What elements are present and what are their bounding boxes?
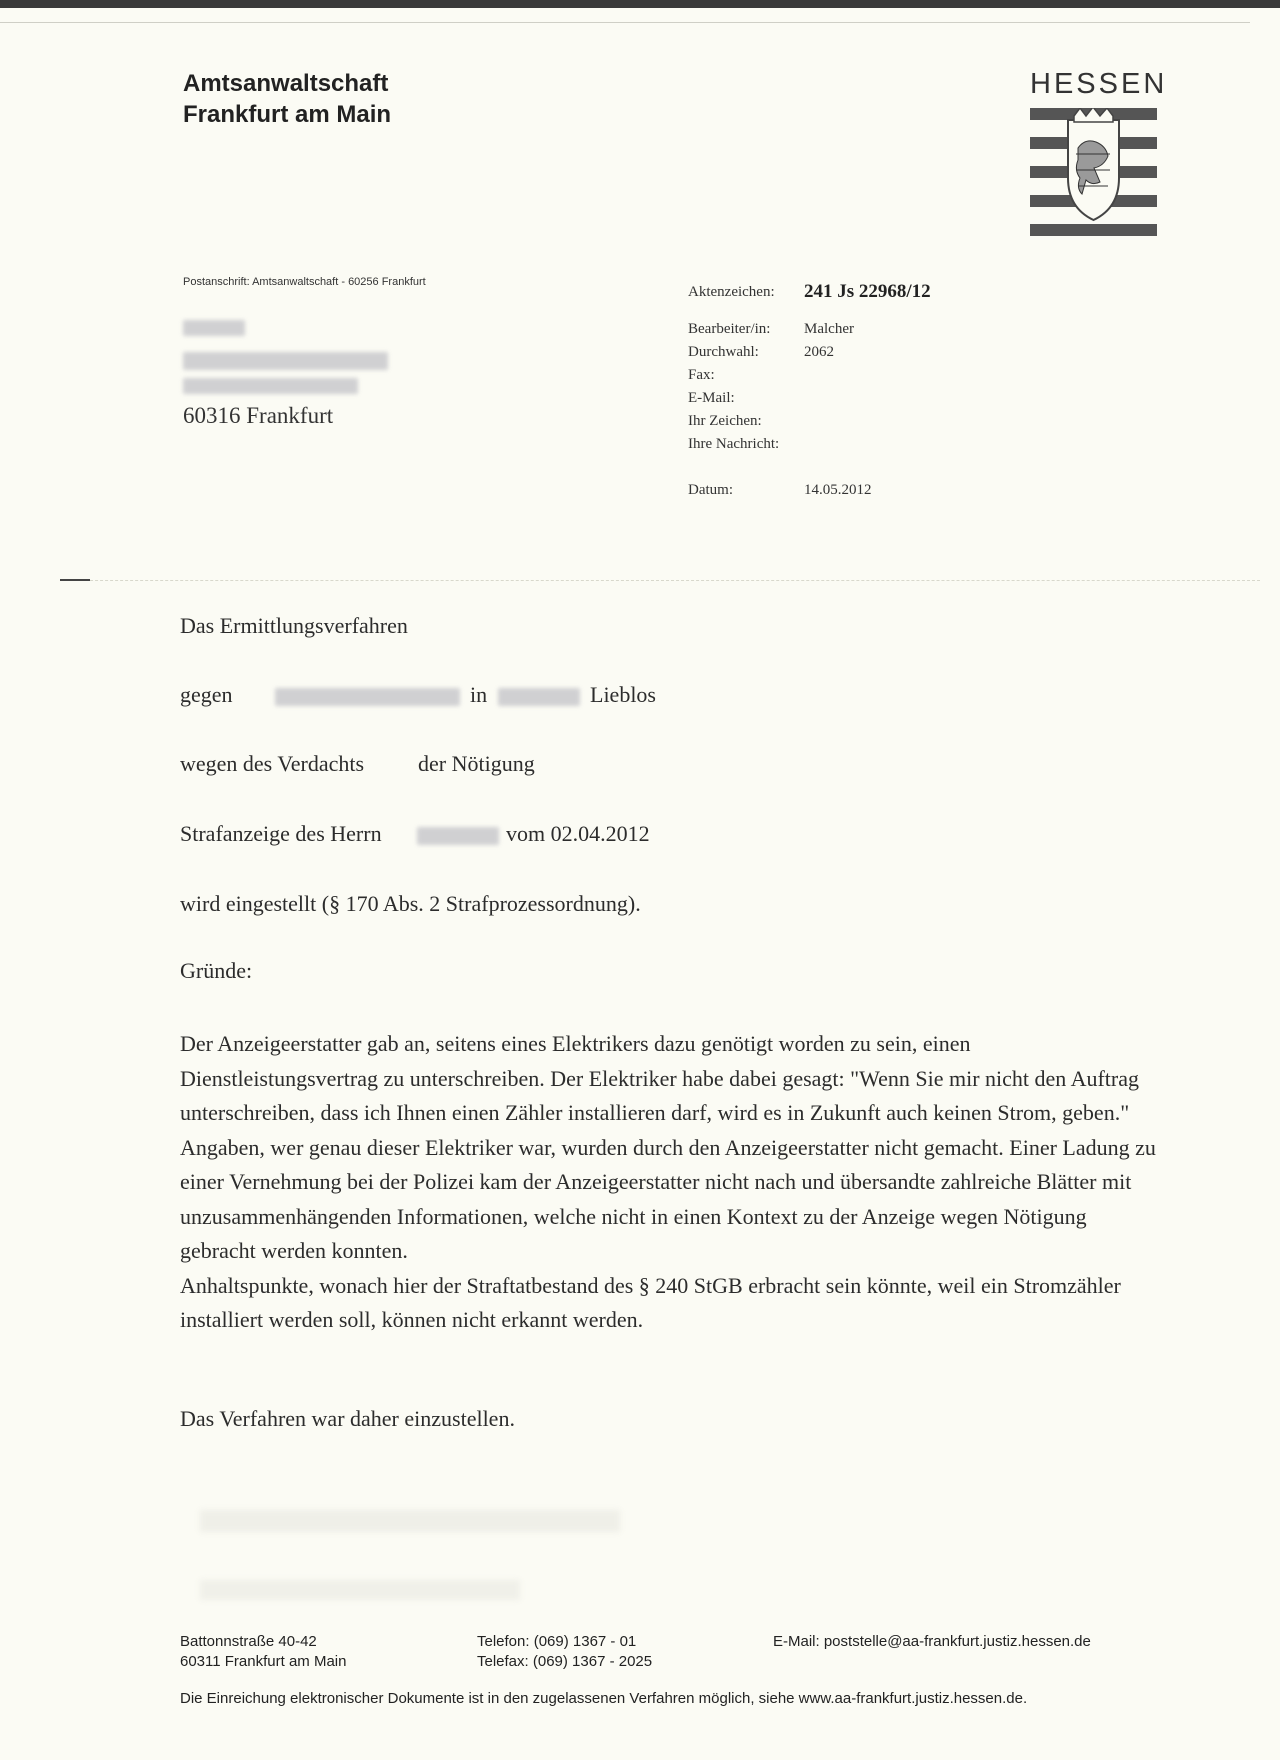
footer-email: E-Mail: poststelle@aa-frankfurt.justiz.hessen.de <box>773 1633 1091 1650</box>
aktenzeichen-label: Aktenzeichen: <box>688 284 775 300</box>
durchwahl-label: Durchwahl: <box>688 344 759 360</box>
authority-name <box>183 68 391 130</box>
place-lieblos: Lieblos <box>590 682 656 707</box>
redacted-name <box>183 320 245 336</box>
footer-city: 60311 Frankfurt am Main <box>180 1653 347 1670</box>
scan-page-border <box>0 8 1250 23</box>
redacted-place <box>498 688 580 706</box>
redacted-accused-name <box>275 688 460 706</box>
suspicion-label: wegen des Verdachts <box>180 751 365 776</box>
bearbeiter-label: Bearbeiter/in: <box>688 321 771 337</box>
reasons-text <box>180 1027 1160 1338</box>
aktenzeichen-value: 241 Js 22968/12 <box>804 281 931 302</box>
authority-line-2: Frankfurt am Main <box>183 101 392 128</box>
email-label: E-Mail: <box>688 390 735 406</box>
redacted-complainant <box>417 827 499 845</box>
offense-label: der Nötigung <box>418 751 535 776</box>
durchwahl-value: 2062 <box>804 344 834 360</box>
reverse-side-bleed <box>200 1510 620 1532</box>
scan-top-edge <box>0 0 1280 8</box>
fold-mark <box>60 579 90 581</box>
procedure-heading: Das Ermittlungsverfahren <box>180 613 408 638</box>
footer-address <box>180 1632 346 1672</box>
postal-address-line: Postanschrift: Amtsanwaltschaft - 60256 Frankfurt <box>183 276 426 288</box>
hessen-crest-icon <box>1030 108 1157 236</box>
datum-label: Datum: <box>688 482 733 498</box>
complaint-label: Strafanzeige des Herrn <box>180 821 382 846</box>
datum-value: 14.05.2012 <box>804 482 872 498</box>
reverse-side-bleed-2 <box>200 1580 520 1600</box>
redacted-street <box>183 352 388 370</box>
gegen-label: gegen <box>180 682 233 707</box>
reasons-paragraph-2: Angaben, wer genau dieser Elektriker war, wurden durch den Anzeigeerstatter nicht gemacht. Einer Ladung zu einer Vernehmung bei der Polizei kam der Anzeigeerstatter nicht nach und übersandte zahlreiche Blätter mit unzusammenhängenden Informationen, welche nicht in einen Kontext zu der Anzeige wegen Nötigung gebracht werden konnten. <box>180 1134 1156 1263</box>
state-name: HESSEN <box>1030 68 1168 100</box>
footer-street: Battonnstraße 40-42 <box>180 1633 317 1650</box>
footer-telefax: Telefax: (069) 1367 - 2025 <box>477 1653 653 1670</box>
bearbeiter-value: Malcher <box>804 321 854 337</box>
redacted-address <box>183 378 358 394</box>
complaint-date: vom 02.04.2012 <box>506 821 650 846</box>
fold-line <box>60 580 1260 581</box>
footer-note: Die Einreichung elektronischer Dokumente ist in den zugelassenen Verfahren möglich, siehe www.aa-frankfurt.justiz.hessen.de. <box>180 1690 1028 1707</box>
reasons-paragraph-3: Anhaltspunkte, wonach hier der Straftatbestand des § 240 StGB erbracht sein könnte, weil ein Stromzähler installiert werden soll, können nicht erkannt werden. <box>180 1272 1121 1332</box>
reasons-paragraph-1: Der Anzeigeerstatter gab an, seitens eines Elektrikers dazu genötigt worden zu sein, einen Dienstleistungsvertrag zu unterschreiben. Der Elektriker habe dabei gesagt: "Wenn Sie mir nicht den Auftrag unterschreiben, dass ich Ihnen einen Zähler installieren darf, wird es in Zukunft auch keinen Strom, geben." <box>180 1031 1140 1125</box>
in-word: in <box>470 682 488 707</box>
ihre-nachricht-label: Ihre Nachricht: <box>688 436 780 452</box>
recipient-city: 60316 Frankfurt <box>183 403 334 428</box>
authority-line-1: Amtsanwaltschaft <box>183 70 389 97</box>
reasons-heading: Gründe: <box>180 958 253 983</box>
footer-telefon: Telefon: (069) 1367 - 01 <box>477 1633 637 1650</box>
dismissal-statement: wird eingestellt (§ 170 Abs. 2 Strafprozessordnung). <box>180 891 641 916</box>
closing-sentence: Das Verfahren war daher einzustellen. <box>180 1406 515 1431</box>
footer-phone <box>477 1632 652 1672</box>
fax-label: Fax: <box>688 367 715 383</box>
ihr-zeichen-label: Ihr Zeichen: <box>688 413 762 429</box>
